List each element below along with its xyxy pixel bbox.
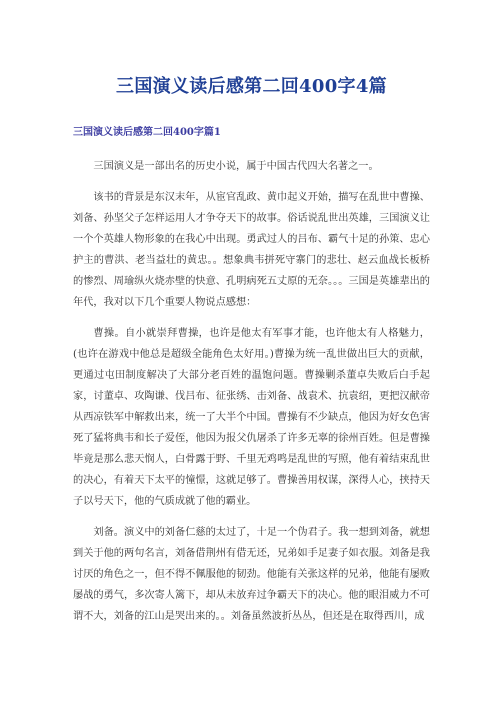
paragraph-intro: 三国演义是一部出名的历史小说，属于中国古代四大名著之一。 [93, 161, 379, 172]
paragraph-liu-bei: 刘备。演义中的刘备仁慈的太过了，十足一个伪君子。我一想到刘备，就想到关于他的两句名言，刘备借荆州有借无还，兄弟如手足妻子如衣服。刘备是我讨厌的角色之一，但不得不佩服他的韧劲。他能有关张这样的兄弟，他能有屡败屡战的勇气，多次寄人篱下，却从未放弃过争霸天下的决心。他的眼泪威力不可谓不大，刘备的江山是哭出来的。。刘备虽然波折丛丛，但还是在取得西川，成 [73, 527, 430, 622]
document-title: 三国演义读后感第二回400字4篇 [116, 76, 387, 97]
paragraph-cao-cao: 曹操。自小就崇拜曹操，也许是他太有军事才能，也许他太有人格魅力，(也许在游戏中他总是超级全能角色太好用。)曹操为统一乱世做出巨大的贡献，更通过屯田制度解决了大部分老百姓的温饱问题。曹操剿杀董卓失败后白手起家，讨董卓、攻陶谦、伐吕布、征张绣、击刘备、战袁术、抗袁绍，更把汉献帝从西凉铁军中解救出来，统一了大半个中国。曹操有不少缺点，他因为好女色害死了猛将典韦和长子爱侄，他因为报父仇屠杀了许多无辜的徐州百姓。但是曹操毕竟是那么悲天悯人，白骨露于野、千里无鸡鸣是乱世的写照，他有着结束乱世的决心，有着天下太平的憧憬，这就足够了。曹操善用权谋，深得人心，挟持天子以号天下，他的气质成就了他的霸业。 [73, 328, 430, 507]
section-heading: 三国演义读后感第二回400字篇1 [73, 127, 221, 138]
paragraph-background: 该书的背景是东汉末年，从宦官乱政、黄巾起义开始，描写在乱世中曹操、刘备、孙坚父子怎样运用人才争夺天下的故事。俗话说乱世出英雄，三国演义让一个个英雄人物形象的在我心中出现。勇武过人的吕布、霸气十足的孙策、忠心护主的曹洪、老当益壮的黄忠。。想象典韦拼死守寨门的悲壮、赵云血战长板桥的惨烈、周瑜纵火烧赤壁的快意、孔明病死五丈原的无奈。。。三国是英雄辈出的年代，我对以下几个重要人物说点感想： [73, 192, 430, 308]
